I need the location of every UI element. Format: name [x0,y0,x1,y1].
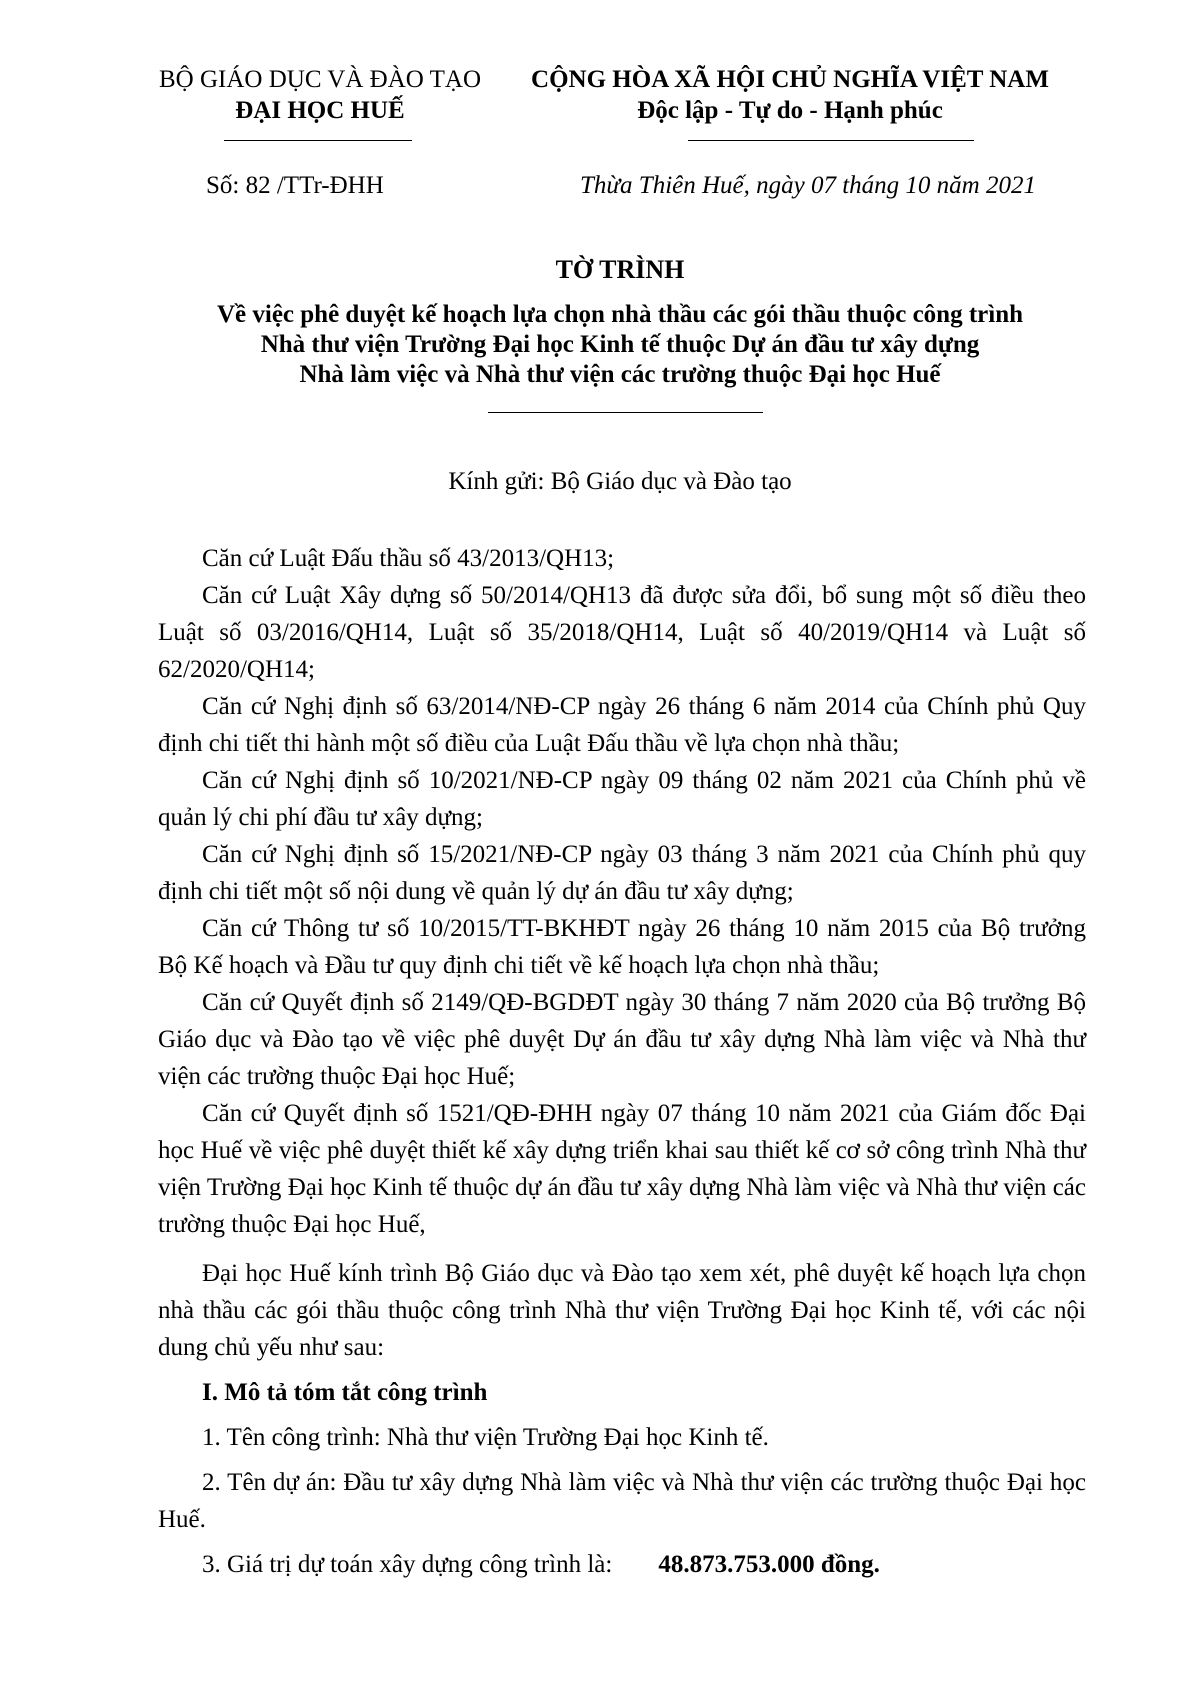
document-subject [150,300,1090,390]
country-name: CỘNG HÒA XÃ HỘI CHỦ NGHĨA VIỆT NAM [531,66,1049,93]
ministry-name: BỘ GIÁO DỤC VÀ ĐÀO TẠO [159,66,481,93]
document-title: TỜ TRÌNH [555,255,685,284]
recipient: Kính gửi: Bộ Giáo dục và Đào tạo [448,468,792,495]
subject-line: Nhà thư viện Trường Đại học Kinh tế thuộc Dự án đầu tư xây dựng [260,331,980,358]
subject-line: Về việc phê duyệt kế hoạch lựa chọn nhà thầu các gói thầu thuộc công trình [216,301,1024,328]
section-item-cost [158,1546,1086,1583]
legal-basis: Căn cứ Quyết định số 1521/QĐ-ĐHH ngày 07 tháng 10 năm 2021 của Giám đốc Đại học Huế về việc phê duyệt thiết kế xây dựng triển khai sau thiết kế cơ sở công trình Nhà thư viện Trường Đại học Kinh tế thuộc dự án đầu tư xây dựng Nhà làm việc và Nhà thư viện các trường thuộc Đại học Huế, [158,1100,1086,1238]
cost-label: 3. Giá trị dự toán xây dựng công trình là: [202,1551,613,1578]
motto-underline [688,140,974,141]
document-body [158,540,1086,1583]
legal-basis: Căn cứ Luật Đấu thầu số 43/2013/QH13; [202,545,615,572]
cost-value: 48.873.753.000 đồng. [658,1551,880,1578]
subject-line: Nhà làm việc và Nhà thư viện các trường thuộc Đại học Huế [299,361,941,388]
place-date: Thừa Thiên Huế, ngày 07 tháng 10 năm 2021 [580,172,1036,199]
national-header [520,64,1060,126]
legal-basis: Căn cứ Luật Xây dựng số 50/2014/QH13 đã được sửa đổi, bổ sung một số điều theo Luật số 03/2016/QH14, Luật số 35/2018/QH14, Luật số 40/2019/QH14 và Luật số 62/2020/QH14; [158,582,1086,683]
section-item: 1. Tên công trình: Nhà thư viện Trường Đại học Kinh tế. [202,1424,769,1451]
national-motto: Độc lập - Tự do - Hạnh phúc [637,97,943,124]
legal-basis: Căn cứ Nghị định số 63/2014/NĐ-CP ngày 26 tháng 6 năm 2014 của Chính phủ Quy định chi tiết thi hành một số điều của Luật Đấu thầu về lựa chọn nhà thầu; [158,693,1086,757]
section-item: 2. Tên dự án: Đầu tư xây dựng Nhà làm việc và Nhà thư viện các trường thuộc Đại học Huế. [158,1469,1086,1533]
legal-basis: Căn cứ Nghị định số 15/2021/NĐ-CP ngày 03 tháng 3 năm 2021 của Chính phủ quy định chi tiết một số nội dung về quản lý dự án đầu tư xây dựng; [158,841,1086,905]
legal-basis: Căn cứ Quyết định số 2149/QĐ-BGDĐT ngày 30 tháng 7 năm 2020 của Bộ trưởng Bộ Giáo dục và Đào tạo về việc phê duyệt Dự án đầu tư xây dựng Nhà làm việc và Nhà thư viện các trường thuộc Đại học Huế; [158,989,1086,1090]
issuer-underline [224,140,412,141]
section-heading: I. Mô tả tóm tắt công trình [202,1379,488,1406]
subject-underline [488,412,763,413]
document-number: Số: 82 /TTr-ĐHH [206,172,384,199]
request-paragraph: Đại học Huế kính trình Bộ Giáo dục và Đào tạo xem xét, phê duyệt kế hoạch lựa chọn nhà thầu các gói thầu thuộc công trình Nhà thư viện Trường Đại học Kinh tế, với các nội dung chủ yếu như sau: [158,1260,1086,1361]
legal-basis: Căn cứ Nghị định số 10/2021/NĐ-CP ngày 09 tháng 02 năm 2021 của Chính phủ về quản lý chi phí đầu tư xây dựng; [158,767,1086,831]
issuer-block [140,64,500,126]
legal-basis: Căn cứ Thông tư số 10/2015/TT-BKHĐT ngày 26 tháng 10 năm 2015 của Bộ trưởng Bộ Kế hoạch và Đầu tư quy định chi tiết về kế hoạch lựa chọn nhà thầu; [158,915,1086,979]
university-name: ĐẠI HỌC HUẾ [235,97,405,124]
